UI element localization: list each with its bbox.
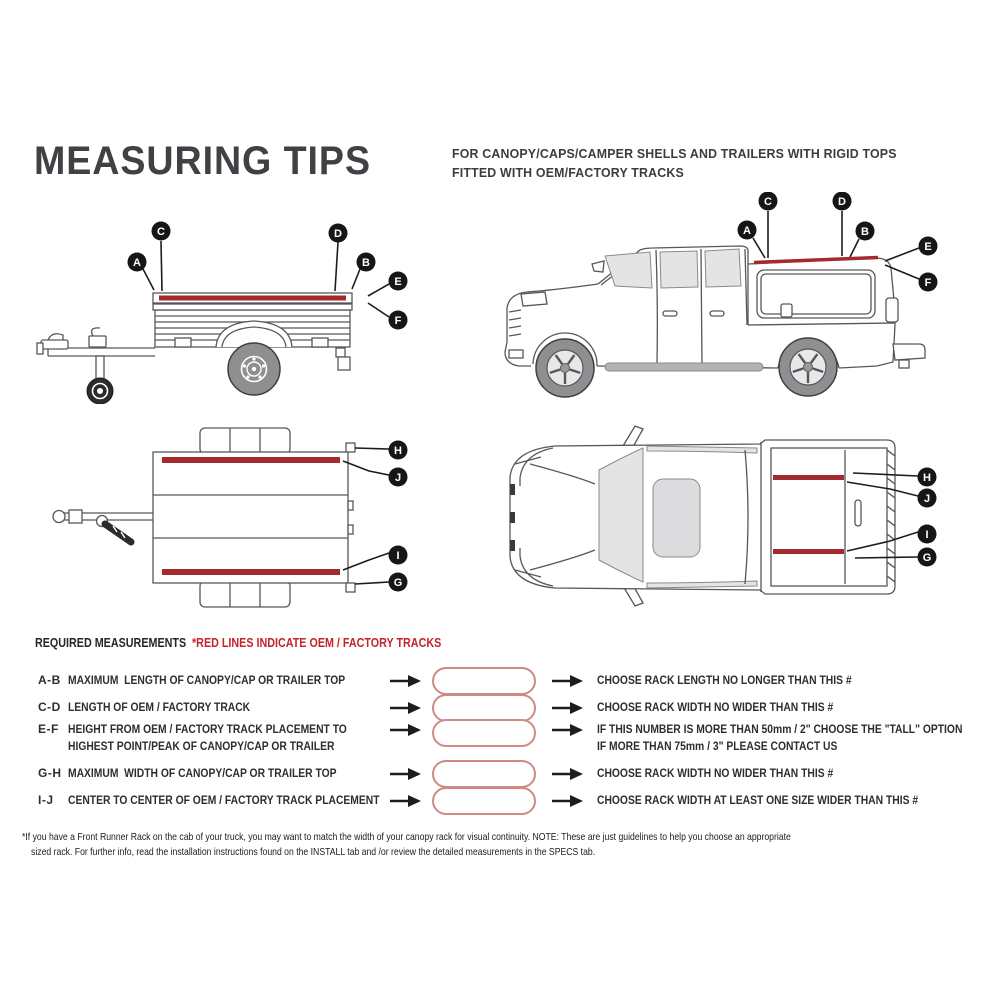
page-subtitle-line1: FOR CANOPY/CAPS/CAMPER SHELLS AND TRAILERS WITH RIGID TOPS bbox=[452, 146, 897, 161]
row-description: MAXIMUM WIDTH OF CANOPY/CAP OR TRAILER TOP bbox=[68, 766, 337, 780]
label-H-truck-top bbox=[918, 468, 937, 487]
arrow-to-input-icon bbox=[390, 768, 422, 780]
side-mirror bbox=[592, 261, 604, 272]
svg-text:E: E bbox=[924, 241, 932, 253]
row-id: E-F bbox=[38, 722, 59, 736]
arrow-to-input-icon bbox=[390, 724, 422, 736]
trailer-wheel bbox=[228, 343, 280, 395]
label-I-trailer-top bbox=[389, 546, 408, 565]
svg-text:B: B bbox=[362, 257, 370, 269]
label-leader-lines bbox=[753, 211, 919, 279]
truck-side-drawing bbox=[505, 246, 925, 397]
svg-text:F: F bbox=[394, 315, 402, 327]
oem-track-red-line-top-trailer-left bbox=[162, 457, 340, 463]
svg-text:H: H bbox=[394, 445, 402, 457]
measurement-row-ij bbox=[0, 784, 1000, 830]
arrow-to-instruction-icon bbox=[552, 675, 584, 687]
oem-track-red-line-top-truck-left bbox=[773, 475, 844, 480]
oem-track-red-line-top-truck-right bbox=[773, 549, 844, 554]
row-description: CENTER TO CENTER OF OEM / FACTORY TRACK PLACEMENT bbox=[68, 793, 380, 807]
oem-track-red-line-side-trailer bbox=[159, 296, 346, 301]
label-C-truck-side bbox=[759, 192, 778, 211]
measurement-input-oval[interactable] bbox=[432, 787, 536, 815]
section-title: REQUIRED MEASUREMENTS bbox=[35, 636, 187, 650]
arrow-to-input-icon bbox=[390, 675, 422, 687]
row-instruction: CHOOSE RACK WIDTH NO WIDER THAN THIS # bbox=[597, 700, 834, 714]
label-E-truck-side bbox=[919, 237, 938, 256]
row-instruction: CHOOSE RACK LENGTH NO LONGER THAN THIS # bbox=[597, 673, 852, 687]
row-id: G-H bbox=[38, 766, 62, 780]
svg-text:I: I bbox=[396, 550, 400, 562]
row-description-line2: HIGHEST POINT/PEAK OF CANOPY/CAP OR TRAILER bbox=[68, 739, 335, 753]
truck-top-drawing bbox=[510, 426, 895, 606]
arrow-to-instruction-icon bbox=[552, 702, 584, 714]
label-F-trailer-side bbox=[389, 311, 408, 330]
row-instruction-line2: IF MORE THAN 75mm / 3" PLEASE CONTACT US bbox=[597, 739, 838, 753]
label-B-trailer-side bbox=[357, 253, 376, 272]
row-id: A-B bbox=[38, 673, 61, 687]
trailer-side-view-diagram bbox=[30, 212, 425, 404]
label-H-trailer-top bbox=[389, 441, 408, 460]
arrow-to-input-icon bbox=[390, 795, 422, 807]
svg-text:D: D bbox=[334, 228, 342, 240]
page-title: MEASURING TIPS bbox=[34, 139, 371, 183]
row-description: MAXIMUM LENGTH OF CANOPY/CAP OR TRAILER TOP bbox=[68, 673, 346, 687]
measurement-row-ef bbox=[0, 716, 1000, 762]
row-id: C-D bbox=[38, 700, 61, 714]
label-G-trailer-top bbox=[389, 573, 408, 592]
svg-text:A: A bbox=[743, 225, 751, 237]
measurement-input-oval[interactable] bbox=[432, 719, 536, 747]
svg-text:A: A bbox=[133, 257, 141, 269]
row-instruction: CHOOSE RACK WIDTH NO WIDER THAN THIS # bbox=[597, 766, 834, 780]
trailer-top-drawing bbox=[53, 428, 355, 607]
truck-top-view-diagram bbox=[495, 422, 950, 622]
row-instruction: IF THIS NUMBER IS MORE THAN 50mm / 2" CHOOSE THE "TALL" OPTION bbox=[597, 722, 963, 736]
svg-text:F: F bbox=[924, 277, 932, 289]
label-A-trailer-side bbox=[128, 253, 147, 272]
row-id: I-J bbox=[38, 793, 54, 807]
trailer-side-drawing bbox=[37, 293, 352, 404]
svg-text:I: I bbox=[925, 529, 929, 541]
oem-track-red-line-side-truck bbox=[754, 258, 878, 263]
trailer-top-view-diagram bbox=[25, 417, 420, 623]
oem-track-red-line-top-trailer-right bbox=[162, 569, 340, 575]
svg-text:B: B bbox=[861, 226, 869, 238]
label-F-truck-side bbox=[919, 273, 938, 292]
arrow-to-instruction-icon bbox=[552, 795, 584, 807]
arrow-to-instruction-icon bbox=[552, 724, 584, 736]
label-J-trailer-top bbox=[389, 468, 408, 487]
truck-side-view-diagram bbox=[495, 192, 945, 410]
truck-front-wheel bbox=[536, 339, 594, 397]
label-D-truck-side bbox=[833, 192, 852, 211]
footnote-line2: sized rack. For further info, read the installation instructions found on the INSTALL tab and /or review the detailed measurements in the SPECS tab. bbox=[31, 847, 596, 858]
label-B-truck-side bbox=[856, 222, 875, 241]
row-description: LENGTH OF OEM / FACTORY TRACK bbox=[68, 700, 251, 714]
label-C-trailer-side bbox=[152, 222, 171, 241]
svg-text:E: E bbox=[394, 276, 402, 288]
svg-text:G: G bbox=[922, 552, 932, 564]
red-lines-legend: *RED LINES INDICATE OEM / FACTORY TRACKS bbox=[192, 636, 442, 650]
svg-text:J: J bbox=[394, 472, 402, 484]
svg-text:G: G bbox=[393, 577, 403, 589]
footnote-line1: *If you have a Front Runner Rack on the cab of your truck, you may want to match the width of your canopy rack for visual continuity. NOTE: These are just guidelines to help you choose an appropriate bbox=[22, 832, 791, 843]
row-description: HEIGHT FROM OEM / FACTORY TRACK PLACEMENT TO bbox=[68, 722, 347, 736]
page-subtitle-line2: FITTED WITH OEM/FACTORY TRACKS bbox=[452, 165, 684, 180]
row-instruction: CHOOSE RACK WIDTH AT LEAST ONE SIZE WIDER THAN THIS # bbox=[597, 793, 919, 807]
label-J-truck-top bbox=[918, 489, 937, 508]
label-D-trailer-side bbox=[329, 224, 348, 243]
truck-rear-wheel bbox=[779, 338, 837, 396]
label-I-truck-top bbox=[918, 525, 937, 544]
label-leader-lines bbox=[343, 448, 389, 584]
arrow-to-input-icon bbox=[390, 702, 422, 714]
arrow-to-instruction-icon bbox=[552, 768, 584, 780]
label-G-truck-top bbox=[918, 548, 937, 567]
svg-text:C: C bbox=[157, 226, 165, 238]
svg-text:D: D bbox=[838, 196, 846, 208]
label-A-truck-side bbox=[738, 221, 757, 240]
label-E-trailer-side bbox=[389, 272, 408, 291]
svg-text:C: C bbox=[764, 196, 772, 208]
svg-text:H: H bbox=[923, 472, 931, 484]
svg-text:J: J bbox=[923, 493, 931, 505]
